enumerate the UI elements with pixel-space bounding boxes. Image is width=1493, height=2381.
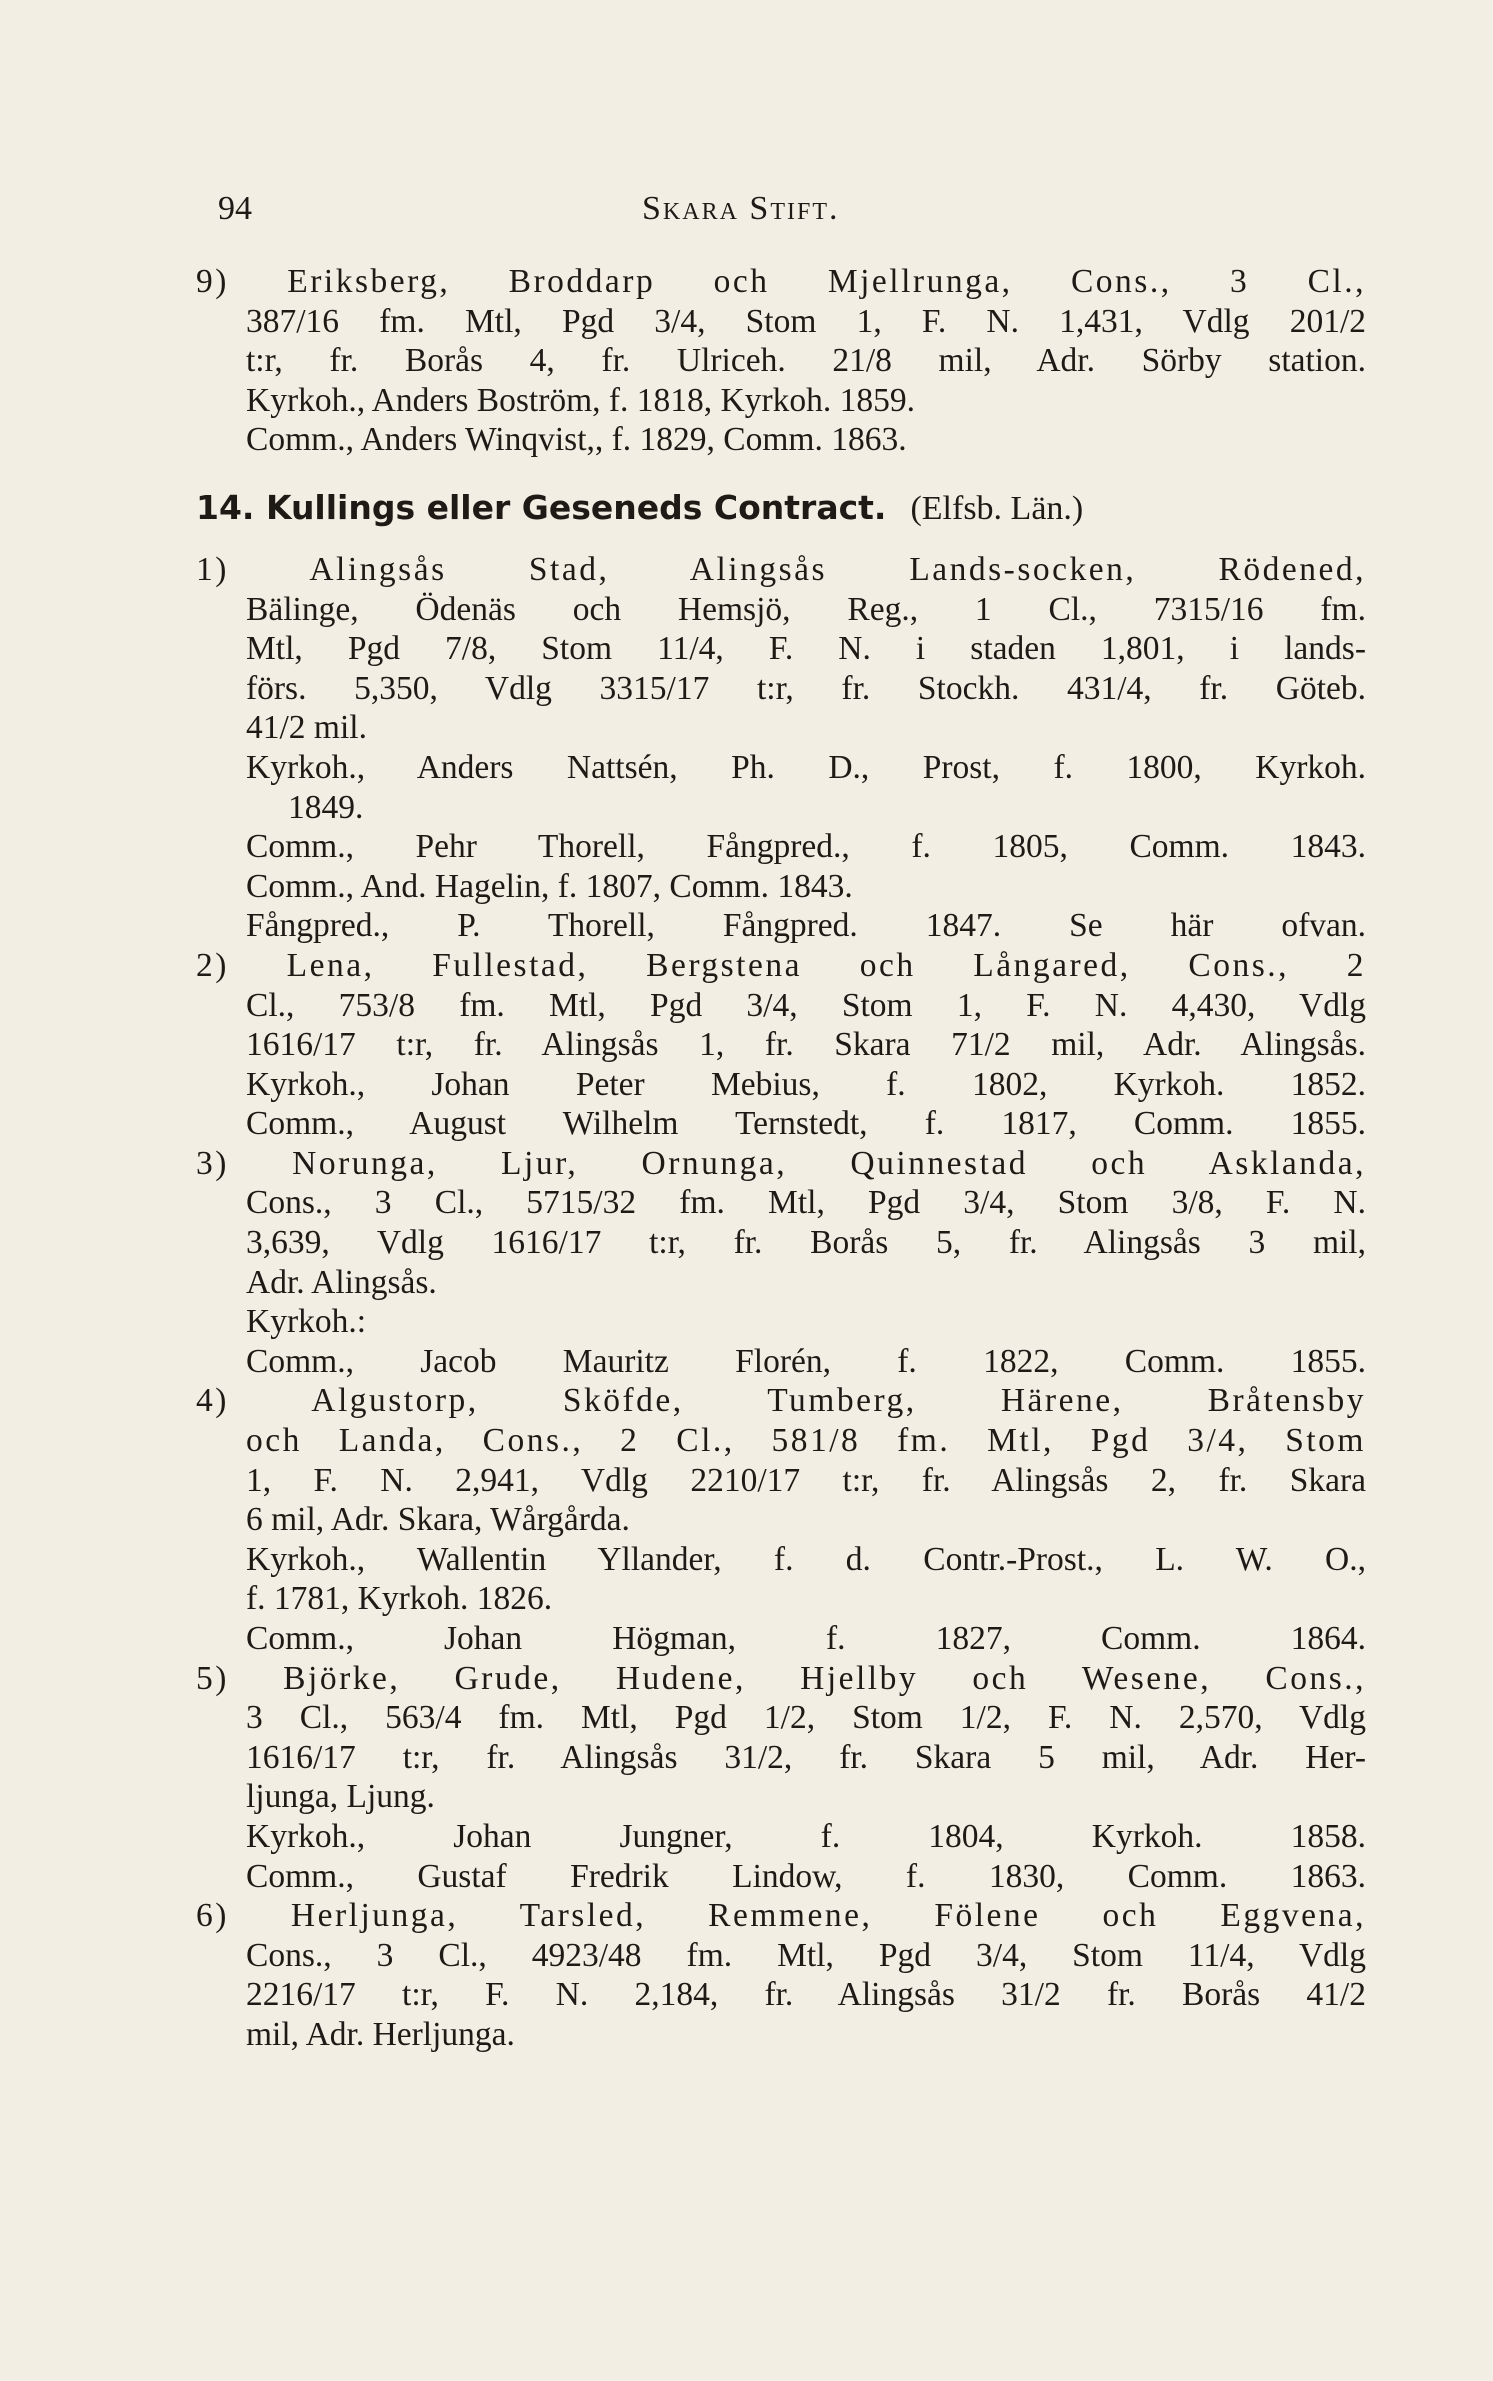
entry-line: förs. 5,350, Vdlg 3315/17 t:r, fr. Stockh. 431/4, fr. Göteb. [246,669,1366,707]
entry-line: 6 mil, Adr. Skara, Wårgårda. [246,1501,630,1539]
entry-line: 2216/17 t:r, F. N. 2,184, fr. Alingsås 31/2 fr. Borås 41/2 [246,1976,1366,2014]
page-body [196,262,1366,2055]
entry-line: 1616/17 t:r, fr. Alingsås 1, fr. Skara 71/2 mil, Adr. Alingsås. [246,1026,1366,1064]
page-header [218,190,1368,250]
entry-line: 9) Eriksberg, Broddarp och Mjellrunga, Cons., 3 Cl., [196,263,1366,300]
entry-line: Cons., 3 Cl., 5715/32 fm. Mtl, Pgd 3/4, Stom 3/8, F. N. [246,1184,1366,1222]
entry-line: Kyrkoh., Johan Peter Mebius, f. 1802, Kyrkoh. 1852. [246,1065,1366,1103]
entry-line: 1849. [288,788,364,826]
entry-line: Cl., 753/8 fm. Mtl, Pgd 3/4, Stom 1, F. N. 4,430, Vdlg [246,986,1366,1024]
running-title: Skara Stift. [642,190,840,227]
section-heading [196,486,1366,530]
entry-line: 6) Herljunga, Tarsled, Remmene, Fölene och Eggvena, [196,1897,1366,1935]
entry-line: 1) Alingsås Stad, Alingsås Lands-socken, Rödened, [196,550,1366,588]
entry-line: 4) Algustorp, Sköfde, Tumberg, Härene, Bråtensby [196,1382,1366,1420]
page-number: 94 [218,190,252,227]
entry-line: 3) Norunga, Ljur, Ornunga, Quinnestad och Asklanda, [196,1144,1366,1182]
entry-line: Fångpred., P. Thorell, Fångpred. 1847. Se här ofvan. [246,907,1366,945]
entry-line: 387/16 fm. Mtl, Pgd 3/4, Stom 1, F. N. 1,431, Vdlg 201/2 [246,302,1366,340]
entry-line: mil, Adr. Herljunga. [246,2015,515,2053]
entry-line: Comm., Johan Högman, f. 1827, Comm. 1864. [246,1620,1366,1657]
entry-line: 5) Björke, Grude, Hudene, Hjellby och Wesene, Cons., [196,1659,1366,1697]
entry-line: t:r, fr. Borås 4, fr. Ulriceh. 21/8 mil, Adr. Sörby station. [246,342,1366,380]
entry-line: Bälinge, Ödenäs och Hemsjö, Reg., 1 Cl., 7315/16 fm. [246,590,1366,628]
entry-line: Comm., Anders Winqvist,, f. 1829, Comm. 1863. [246,421,907,459]
entry-line: 2) Lena, Fullestad, Bergstena och Långared, Cons., 2 [196,946,1366,984]
entry-line: Kyrkoh.: [246,1303,367,1341]
entry-line: Cons., 3 Cl., 4923/48 fm. Mtl, Pgd 3/4, Stom 11/4, Vdlg [246,1936,1366,1974]
entry-line: ljunga, Ljung. [246,1778,435,1816]
entry-line: Comm., Pehr Thorell, Fångpred., f. 1805, Comm. 1843. [246,828,1366,866]
entry-line: 3 Cl., 563/4 fm. Mtl, Pgd 1/2, Stom 1/2, F. N. 2,570, Vdlg [246,1699,1366,1737]
entry-line: Kyrkoh., Anders Nattsén, Ph. D., Prost, f. 1800, Kyrkoh. [246,748,1366,786]
entry-line: Comm., Jacob Mauritz Florén, f. 1822, Comm. 1855. [246,1342,1366,1380]
entry-line: 1, F. N. 2,941, Vdlg 2210/17 t:r, fr. Alingsås 2, fr. Skara [246,1461,1366,1499]
entry-line: Kyrkoh., Anders Boström, f. 1818, Kyrkoh. 1859. [246,381,916,419]
entry-line: 3,639, Vdlg 1616/17 t:r, fr. Borås 5, fr. Alingsås 3 mil, [246,1224,1366,1262]
entry-line: och Landa, Cons., 2 Cl., 581/8 fm. Mtl, Pgd 3/4, Stom [246,1422,1366,1460]
entry-line: 1616/17 t:r, fr. Alingsås 31/2, fr. Skara 5 mil, Adr. Her- [246,1738,1366,1776]
section-lan: (Elfsb. Län.) [910,489,1084,527]
entry-line: Comm., And. Hagelin, f. 1807, Comm. 1843. [246,867,853,905]
entry-line: 41/2 mil. [246,709,367,747]
entry-line: Mtl, Pgd 7/8, Stom 11/4, F. N. i staden 1,801, i lands- [246,630,1366,668]
entry-line: Comm., Gustaf Fredrik Lindow, f. 1830, Comm. 1863. [246,1857,1366,1895]
entry-line: Adr. Alingsås. [246,1263,437,1301]
entry-line: f. 1781, Kyrkoh. 1826. [246,1580,553,1618]
section-title: 14. Kullings eller Geseneds Contract. [196,487,887,527]
entry-line: Comm., August Wilhelm Ternstedt, f. 1817, Comm. 1855. [246,1105,1366,1143]
entry-line: Kyrkoh., Johan Jungner, f. 1804, Kyrkoh. 1858. [246,1817,1366,1855]
entry-line: Kyrkoh., Wallentin Yllander, f. d. Contr.-Prost., L. W. O., [246,1540,1366,1578]
